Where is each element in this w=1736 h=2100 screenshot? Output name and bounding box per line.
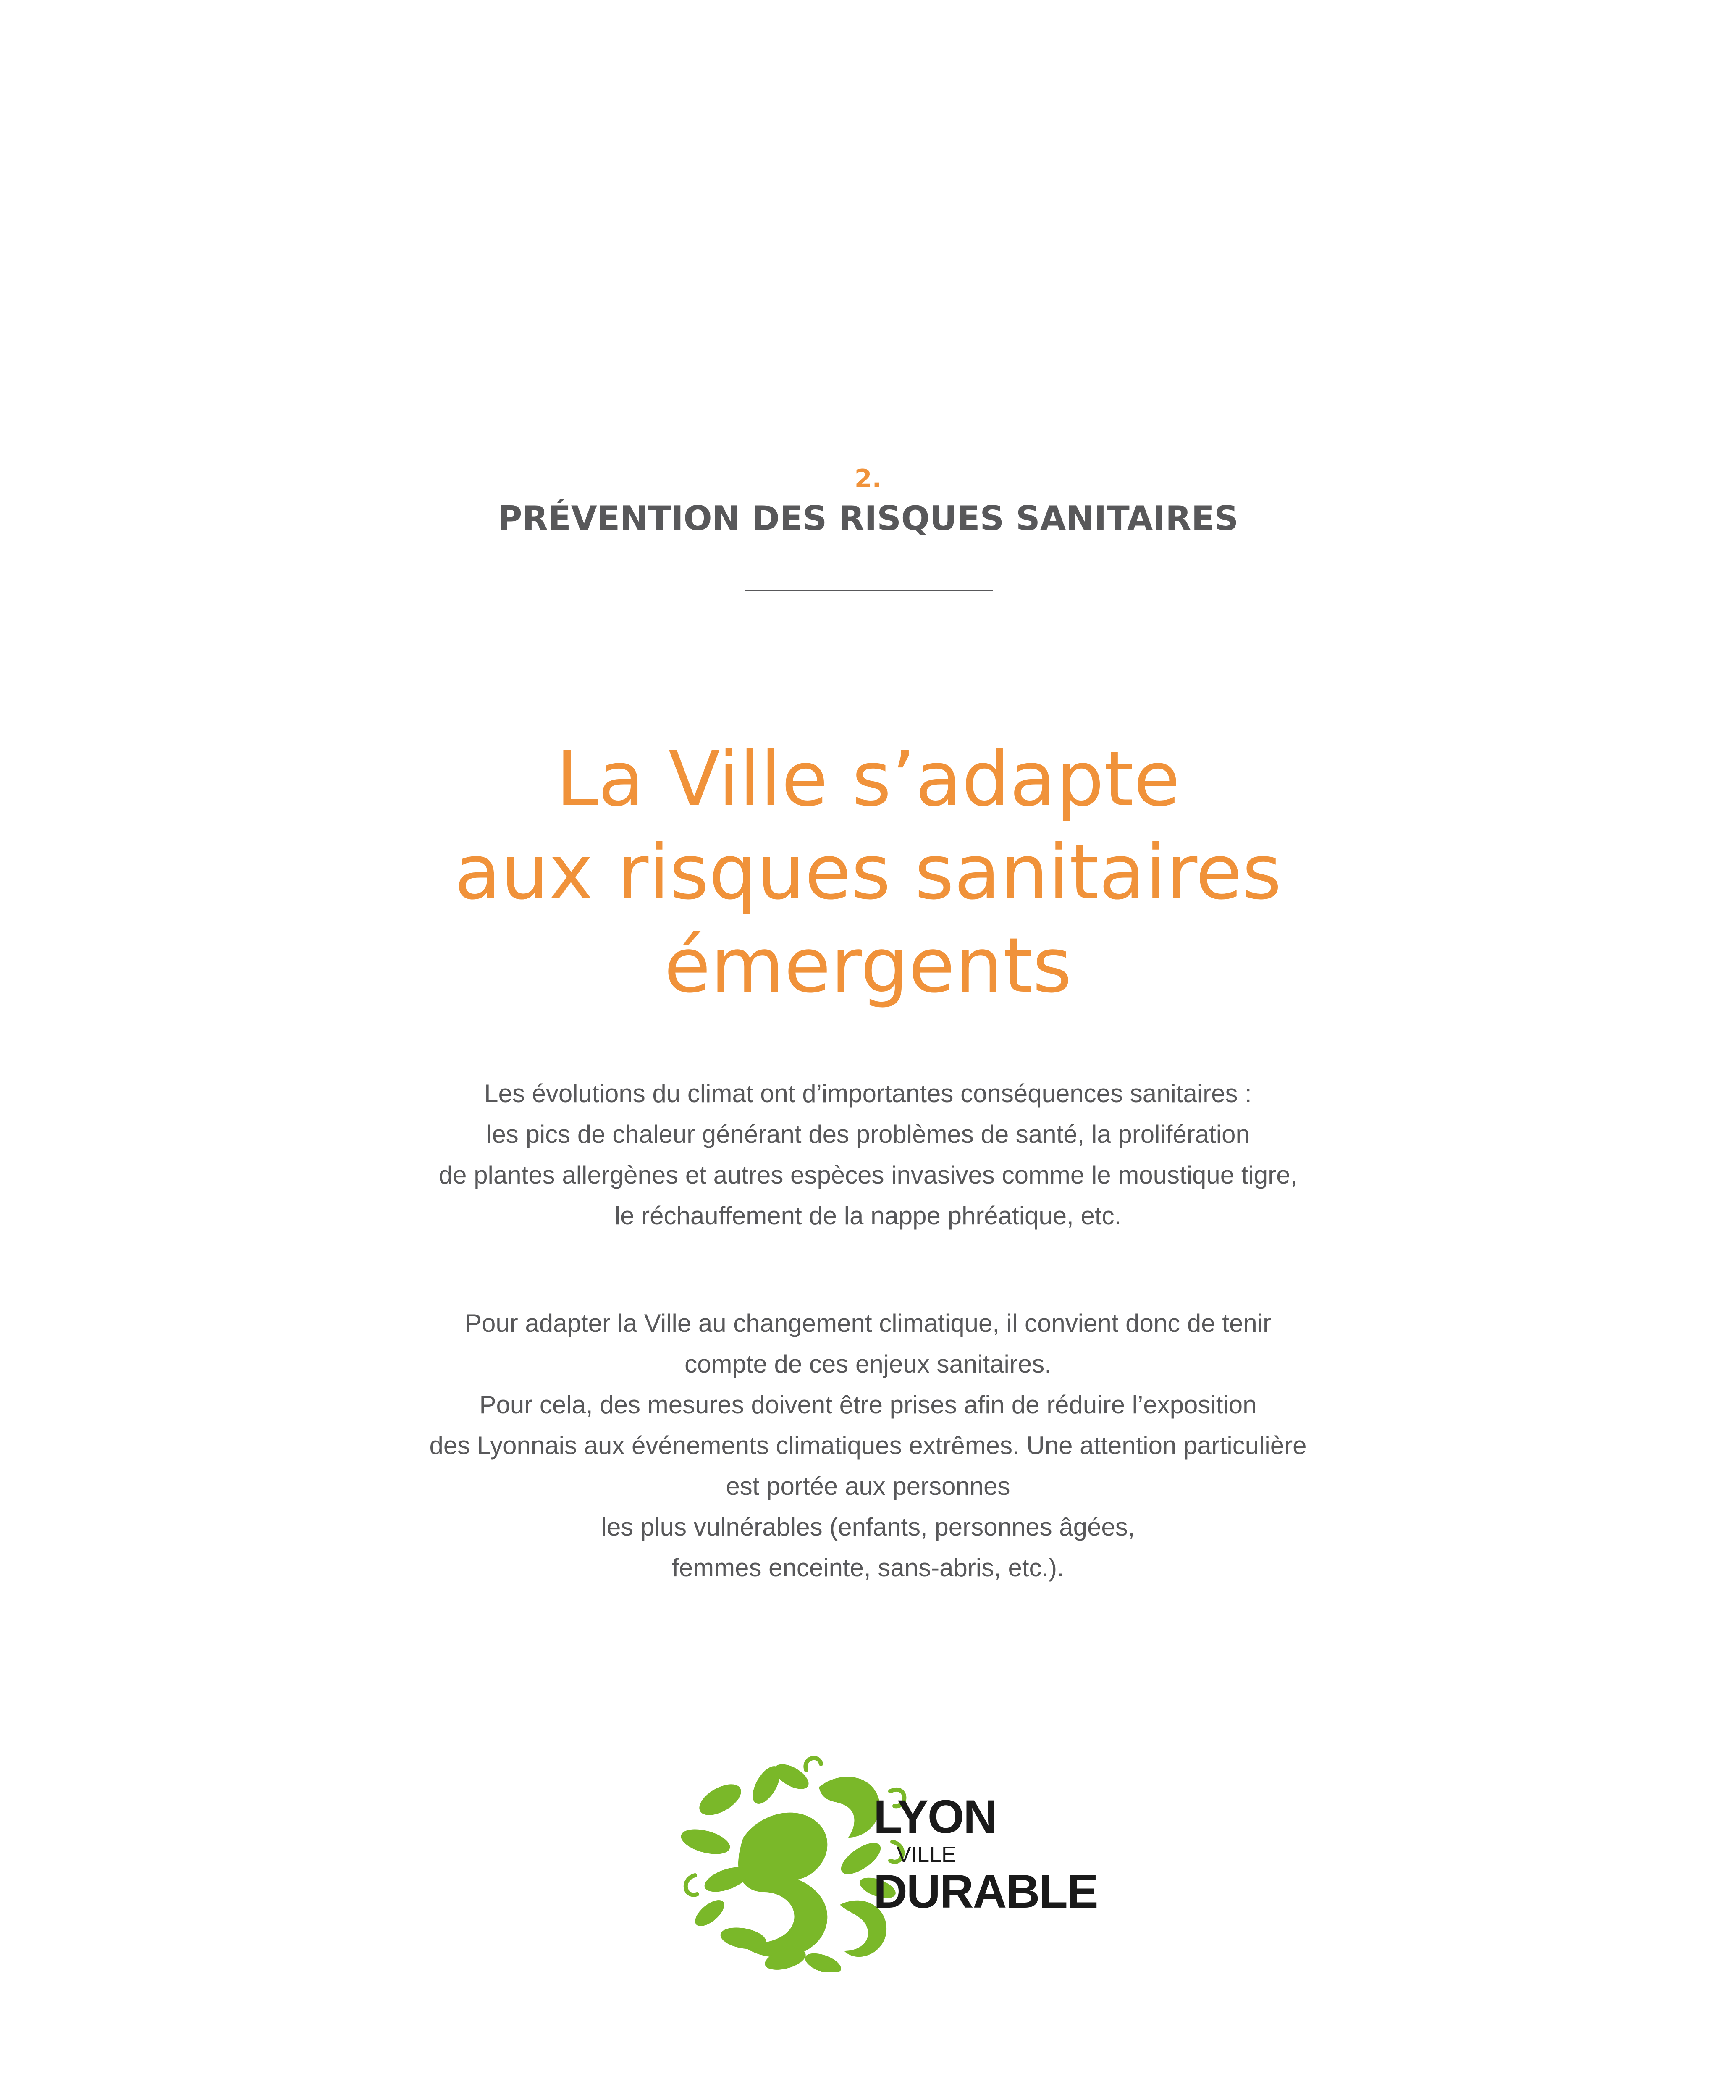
paragraph-line: les pics de chaleur générant des problèmes de santé, la prolifération [486, 1120, 1250, 1148]
paragraph-line: Pour adapter la Ville au changement climatique, il convient donc de tenir [464, 1309, 1272, 1337]
paragraph-line: est portée aux personnes [726, 1472, 1010, 1500]
paragraph-line: femmes enceinte, sans-abris, etc.). [672, 1554, 1064, 1582]
headline-line: La Ville s’adapte [556, 735, 1180, 823]
paragraph-line: le réchauffement de la nappe phréatique, etc. [614, 1202, 1122, 1230]
logo-text [873, 1790, 1098, 1918]
headline-line: aux risques sanitaires [454, 829, 1282, 916]
section-number: 2. [854, 464, 882, 494]
paragraph-line: des Lyonnais aux événements climatiques extrêmes. Une attention particulière [429, 1431, 1307, 1460]
body-paragraph-1 [0, 1073, 1736, 1236]
headline [0, 733, 1736, 1013]
logo-durable: DURABLE [873, 1865, 1098, 1918]
section-title: PRÉVENTION DES RISQUES SANITAIRES [497, 499, 1239, 538]
body-paragraph-2 [0, 1303, 1736, 1588]
lyon-ville-durable-logo [680, 1754, 1098, 1972]
title-divider [745, 590, 993, 591]
logo-ville: VILLE [897, 1843, 956, 1867]
headline-line: émergents [664, 922, 1072, 1010]
paragraph-line: les plus vulnérables (enfants, personnes âgées, [601, 1513, 1135, 1541]
paragraph-line: compte de ces enjeux sanitaires. [684, 1350, 1052, 1378]
paragraph-line: Les évolutions du climat ont d’importantes conséquences sanitaires : [484, 1079, 1252, 1108]
paragraph-line: de plantes allergènes et autres espèces invasives comme le moustique tigre, [438, 1161, 1298, 1189]
logo-lyon: LYON [873, 1790, 996, 1843]
paragraph-line: Pour cela, des mesures doivent être prises afin de réduire l’exposition [479, 1391, 1257, 1419]
